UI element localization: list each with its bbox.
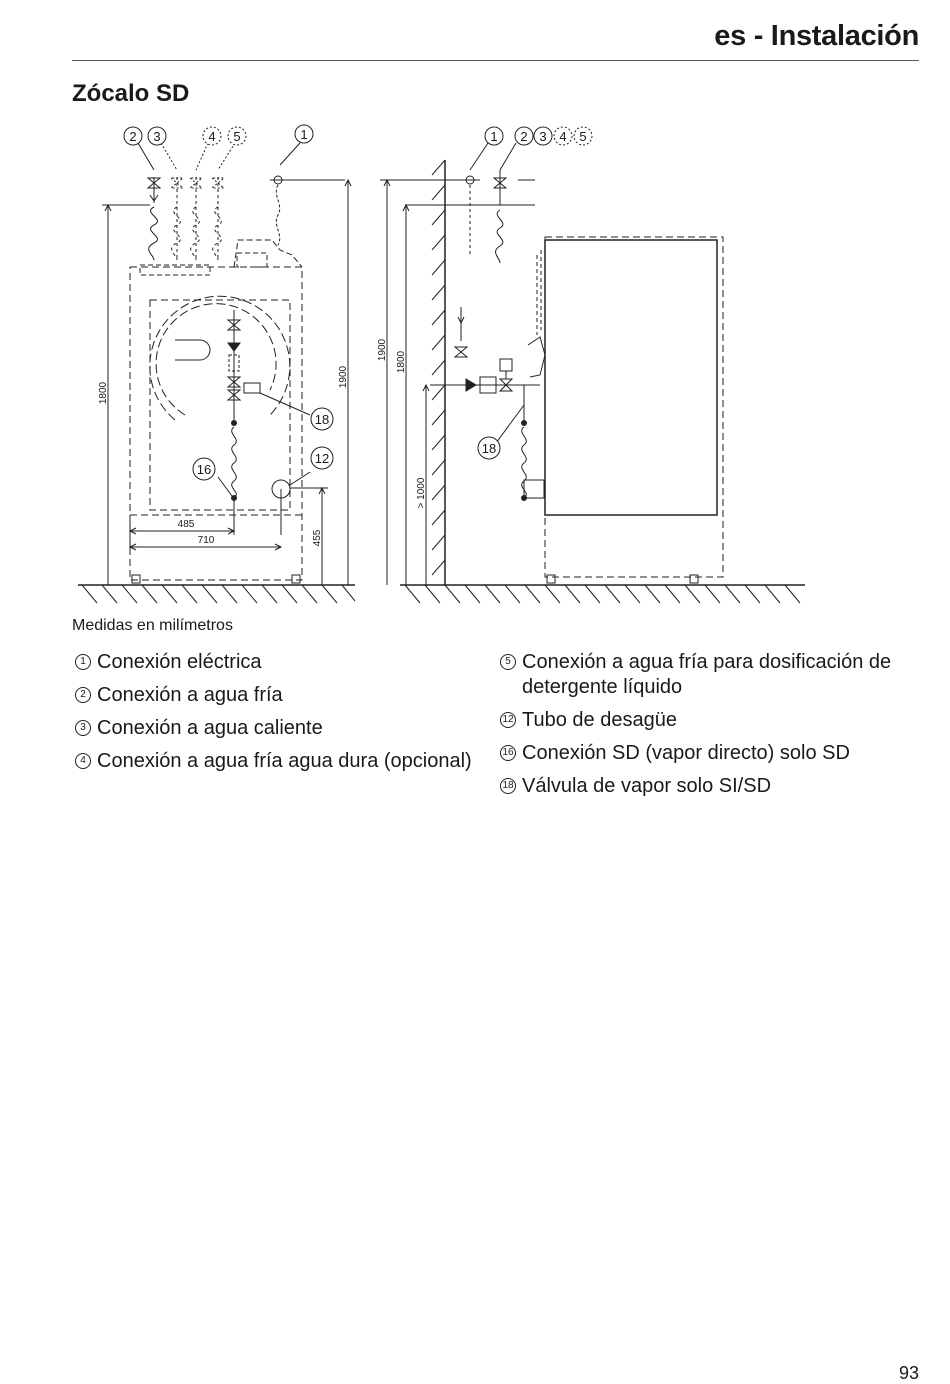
legend-number: 5 — [500, 654, 516, 670]
legend-text: Conexión a agua fría para dosificación de detergente líquido — [522, 651, 892, 698]
legend-item — [72, 650, 492, 675]
callout-side-5: 5 — [579, 129, 587, 144]
legend-number: 18 — [500, 778, 516, 794]
wall-hatch — [432, 160, 445, 575]
legend-text: Conexión SD (vapor directo) solo SD — [522, 742, 850, 764]
legend-number: 4 — [75, 753, 91, 769]
legend-item — [497, 708, 927, 733]
page-number: 93 — [898, 1363, 919, 1383]
legend-text: Conexión a agua fría agua dura (opcional) — [97, 750, 472, 772]
legend-number: 16 — [500, 745, 516, 761]
side-floor-hatch — [405, 585, 800, 603]
legend-text: Conexión a agua caliente — [97, 717, 323, 739]
legend-right — [497, 650, 927, 807]
legend-text: Conexión eléctrica — [97, 651, 262, 673]
dim-front-455: 455 — [312, 529, 323, 547]
callout-front-4: 4 — [208, 129, 216, 144]
callout-front-3: 3 — [153, 129, 161, 144]
dim-side-1000: > 1000 — [416, 477, 427, 509]
legend-number: 1 — [75, 654, 91, 670]
callout-side-18: 18 — [481, 441, 497, 456]
floor-hatch — [82, 585, 355, 603]
legend-item — [72, 716, 492, 741]
callout-side-4: 4 — [559, 129, 567, 144]
legend-number: 3 — [75, 720, 91, 736]
callout-side-2: 2 — [520, 129, 528, 144]
callout-front-16: 16 — [196, 462, 212, 477]
legend-item — [72, 683, 492, 708]
section-title: Zócalo SD — [72, 80, 190, 107]
side-view — [380, 143, 805, 603]
legend-number: 2 — [75, 687, 91, 703]
legend-item — [497, 774, 927, 799]
dim-side-1900: 1900 — [377, 338, 388, 362]
page-header-title: es - Instalación — [714, 20, 919, 52]
legend-left — [72, 650, 492, 782]
header-divider — [72, 60, 919, 61]
measurement-caption: Medidas en milímetros — [72, 617, 233, 634]
legend-text: Válvula de vapor solo SI/SD — [522, 775, 772, 797]
callout-front-12: 12 — [314, 451, 330, 466]
dim-side-1800: 1800 — [396, 350, 407, 374]
callout-front-5: 5 — [233, 129, 241, 144]
installation-diagram — [0, 115, 950, 615]
legend-text: Conexión a agua fría — [97, 684, 283, 706]
callout-side-1: 1 — [490, 129, 498, 144]
callout-front-1: 1 — [300, 127, 308, 142]
legend-number: 12 — [500, 712, 516, 728]
callout-front-2: 2 — [129, 129, 137, 144]
legend-text: Tubo de desagüe — [522, 709, 677, 731]
dim-front-485: 485 — [177, 519, 195, 530]
dim-front-1800: 1800 — [98, 381, 109, 405]
callout-side-3: 3 — [539, 129, 547, 144]
legend-item — [497, 741, 927, 766]
dim-front-1900: 1900 — [338, 365, 349, 389]
legend-item — [72, 749, 492, 774]
dim-front-710: 710 — [197, 535, 215, 546]
callout-front-18: 18 — [314, 412, 330, 427]
legend-item — [497, 650, 927, 700]
